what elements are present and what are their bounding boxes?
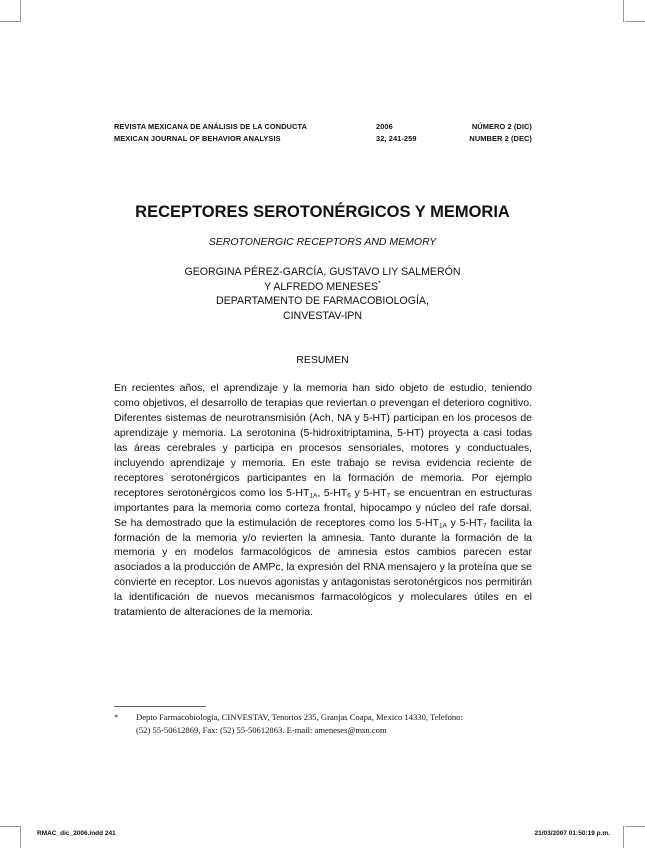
affiliation-department: DEPARTAMENTO DE FARMACOBIOLOGÍA,	[216, 295, 429, 307]
abstract-text-6: facilita la formación de la memoria y/o revierten la amnesia. Tanto durante la formación de la memoria y en modelos farmacológicos de amnesia estos cambios parecen estar asociados a la producción de AMPc, la expresión del RNA mensajero y la proteína que se convierte en receptor. Los nuevos agonistas y antagonistas serotonérgicos nos permitirán la identificación de nuevos mecanismos farmacológicos y moleculares útiles en el tratamiento de alteraciones de la memoria.	[114, 516, 532, 619]
crop-mark-top-right-h	[625, 21, 645, 22]
footnote	[114, 711, 534, 737]
print-slug-filename: RMAC_dic_2006.indd 241	[37, 830, 116, 837]
volume-pages: 32, 241-259	[376, 134, 417, 143]
subscript-6: 6	[347, 492, 351, 500]
abstract-text-4: se encuentran en estructuras importantes para la memoria como corteza frontal, hipocampo y núcleo del rafe dorsal. Se ha demostrado que la estimulación de receptores como los 5-HT	[114, 486, 532, 529]
abstract-body	[114, 381, 532, 620]
header-row-spanish	[114, 121, 532, 133]
crop-mark-bottom-left	[20, 826, 21, 848]
crop-mark-top-left-h	[0, 21, 20, 22]
crop-mark-bottom-right	[623, 826, 624, 848]
publication-year: 2006	[376, 122, 393, 131]
article-title: RECEPTORES SEROTONÉRGICOS Y MEMORIA	[135, 203, 510, 221]
issue-number-en: NUMBER 2 (DEC)	[469, 134, 532, 143]
abstract-text-1: En recientes años, el aprendizaje y la memoria han sido objeto de estudio, teniendo como objetivos, el desarrollo de terapias que reviertan o prevengan el deterioro cognitivo. Diferentes sistemas de neurotransmisión (Ach, NA y 5-HT) participan en los procesos de aprendizaje y memoria. La serotonina (5-hidroxitriptamina, 5-HT) proyecta a casi todas las áreas cerebrales y participa en procesos sensoriales, motores y conductuales, incluyendo aprendizaje y memoria. En este trabajo se revisa evidencia reciente de receptores serotonérgicos participantes en la formación de memoria. Por ejemplo receptores serotonérgicos como los 5-HT	[114, 382, 532, 499]
crop-mark-top-right	[623, 0, 624, 22]
subscript-7-second: 7	[482, 522, 487, 530]
crop-mark-bottom-right-h	[625, 826, 645, 827]
abstract-text-2: , 5-HT	[317, 486, 348, 499]
issue-number-es: NÚMERO 2 (DIC)	[471, 122, 532, 131]
authors-line-1: GEORGINA PÉREZ-GARCÍA, GUSTAVO LIY SALMERÓN	[184, 266, 461, 278]
journal-name-es: REVISTA MEXICANA DE ANÁLISIS DE LA CONDUCTA	[114, 122, 308, 131]
article-subtitle: SEROTONERGIC RECEPTORS AND MEMORY	[208, 236, 437, 248]
abstract-heading: RESUMEN	[296, 354, 349, 366]
journal-name-en: MEXICAN JOURNAL OF BEHAVIOR ANALYSIS	[114, 134, 281, 143]
crop-mark-top-left	[20, 0, 21, 22]
subscript-1a: 1A	[309, 492, 318, 500]
crop-mark-bottom-left-h	[0, 826, 20, 827]
author-meneses: Y ALFREDO MENESES	[264, 280, 379, 293]
footnote-asterisk: *	[378, 279, 381, 287]
footnote-separator	[114, 706, 206, 707]
abstract-text-3: y 5-HT	[350, 486, 387, 499]
affiliation-institution: CINVESTAV-IPN	[282, 309, 363, 322]
author-block	[0, 265, 645, 323]
footnote-mark: *	[114, 712, 119, 722]
footnote-line-2: (52) 55-50612869, Fax: (52) 55-50612863. E-mail: ameneses@msn.com	[136, 725, 387, 735]
header-row-english	[114, 133, 532, 145]
footnote-line-1: Depto Farmacobiologia, CINVESTAV, Tenorios 235, Granjas Coapa, Mexico 14330, Telefono:	[136, 712, 463, 722]
abstract-text-5: y 5-HT	[446, 516, 483, 529]
subscript-1a-second: 1A	[438, 522, 447, 530]
print-slug-timestamp: 21/03/2007 01:50:19 p.m.	[534, 830, 610, 837]
subscript-7: 7	[386, 492, 391, 500]
running-header	[114, 121, 532, 145]
authors-line-2	[0, 280, 645, 295]
